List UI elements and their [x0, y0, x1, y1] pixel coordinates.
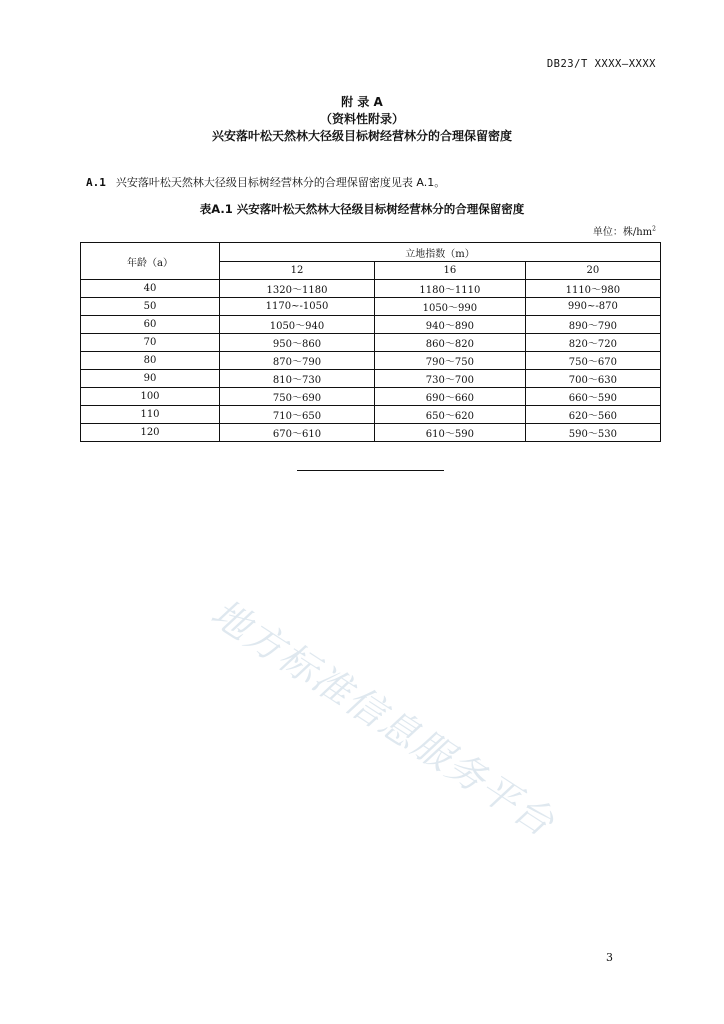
site-index-header: 立地指数（m） — [220, 243, 661, 262]
density-cell: 750～670 — [525, 352, 660, 370]
page-number: 3 — [606, 951, 613, 964]
age-cell: 110 — [81, 406, 220, 424]
table-row — [81, 316, 661, 334]
age-cell: 40 — [81, 280, 220, 298]
age-cell: 100 — [81, 388, 220, 406]
age-cell: 60 — [81, 316, 220, 334]
density-cell: 1180～1110 — [375, 280, 526, 298]
age-header: 年龄（a） — [81, 243, 220, 280]
density-cell: 890～790 — [525, 316, 660, 334]
table-row — [81, 298, 661, 316]
density-cell: 670～610 — [220, 424, 375, 442]
density-cell: 860～820 — [375, 334, 526, 352]
site-index-20: 20 — [525, 262, 660, 280]
density-cell: 990~-870 — [525, 298, 660, 316]
density-cell: 730～700 — [375, 370, 526, 388]
table-row — [81, 370, 661, 388]
document-code: DB23/T XXXX—XXXX — [546, 58, 656, 70]
density-cell: 700～630 — [525, 370, 660, 388]
density-cell: 1050～940 — [220, 316, 375, 334]
appendix-name: 兴安落叶松天然林大径级目标树经营林分的合理保留密度 — [211, 129, 512, 143]
density-cell: 870～790 — [220, 352, 375, 370]
density-cell: 1110～980 — [525, 280, 660, 298]
clause-a1 — [86, 174, 445, 190]
density-cell: 940～890 — [375, 316, 526, 334]
appendix-heading — [0, 94, 724, 145]
density-cell: 1050～990 — [375, 298, 526, 316]
density-cell: 810～730 — [220, 370, 375, 388]
table-unit — [593, 223, 656, 238]
density-cell: 1320～1180 — [220, 280, 375, 298]
table-row — [81, 280, 661, 298]
end-rule — [297, 470, 444, 471]
unit-superscript: 2 — [652, 225, 656, 233]
age-cell: 90 — [81, 370, 220, 388]
unit-text: 单位：株/hm — [592, 227, 653, 238]
density-cell: 610～590 — [375, 424, 526, 442]
density-cell: 1170~-1050 — [220, 298, 375, 316]
table-row — [81, 424, 661, 442]
table-row — [81, 406, 661, 424]
age-cell: 70 — [81, 334, 220, 352]
density-cell: 820～720 — [525, 334, 660, 352]
density-cell: 710～650 — [220, 406, 375, 424]
clause-text: 兴安落叶松天然林大径级目标树经营林分的合理保留密度见表 A.1。 — [115, 176, 446, 189]
appendix-title: 附 录 A — [341, 95, 383, 109]
table-row — [81, 388, 661, 406]
density-cell: 690～660 — [375, 388, 526, 406]
age-cell: 50 — [81, 298, 220, 316]
site-index-16: 16 — [375, 262, 526, 280]
site-index-12: 12 — [220, 262, 375, 280]
appendix-subtitle: （资料性附录） — [319, 112, 404, 126]
table-row — [81, 334, 661, 352]
density-cell: 650～620 — [375, 406, 526, 424]
clause-number: A.1 — [86, 176, 106, 189]
density-cell: 660～590 — [525, 388, 660, 406]
density-table — [80, 242, 661, 442]
age-cell: 80 — [81, 352, 220, 370]
density-cell: 620～560 — [525, 406, 660, 424]
table-row — [81, 352, 661, 370]
density-cell: 790～750 — [375, 352, 526, 370]
density-cell: 950～860 — [220, 334, 375, 352]
watermark: 地方标准信息服务平台 — [203, 590, 563, 846]
density-cell: 750～690 — [220, 388, 375, 406]
density-cell: 590～530 — [525, 424, 660, 442]
age-cell: 120 — [81, 424, 220, 442]
table-caption: 表A.1 兴安落叶松天然林大径级目标树经营林分的合理保留密度 — [199, 202, 525, 216]
